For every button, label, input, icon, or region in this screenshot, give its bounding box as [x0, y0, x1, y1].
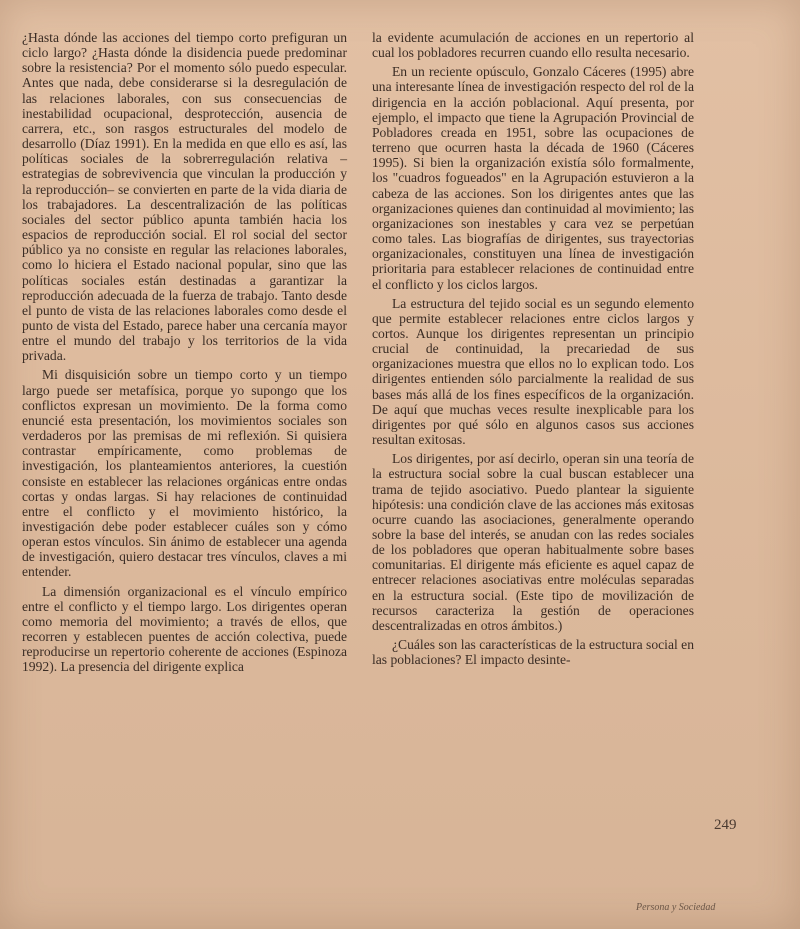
paragraph: En un reciente opúsculo, Gonzalo Cáceres (1995) abre una interesante línea de investigación respecto del rol de la dirigencia en la acción poblacional. Aquí presenta, por ejemplo, el impacto que tiene la Agrupación Provincial de Pobladores creada en 1951, sobre las ocupaciones de terreno que ocurren hasta la década de 1960 (Cáceres 1995). Si bien la organización existía sólo formalmente, los "cuadros fogueados" en la Agrupación estuvieron a la cabeza de las acciones. Son los dirigentes antes que las organizaciones quienes dan continuidad al movimiento; las organizaciones son inestables y cara vez se perpetúan como tales. Las biografías de dirigentes, sus trayectorias organizacionales, constituyen una línea de investigación prioritaria para establecer relaciones de continuidad entre el conflicto y los ciclos largos.	[372, 64, 694, 292]
paragraph: La dimensión organizacional es el vínculo empírico entre el conflicto y el tiempo largo. Los dirigentes operan como memoria del movimiento; a través de ellos, que recorren y establecen puentes de acción colectiva, puede reproducirse un repertorio coherente de acciones (Espinoza 1992). La presencia del dirigente explica	[22, 583, 347, 675]
paragraph: Mi disquisición sobre un tiempo corto y un tiempo largo puede ser metafísica, porque yo supongo que los conflictos expresan un movimiento. De la forma como enuncié esta presentación, los movimientos sociales son verdaderos por las premisas de mi reflexión. Si quisiera contrastar empíricamente, como problemas de investigación, los planteamientos anteriores, la cuestión consiste en establecer las relaciones orgánicas entre ondas cortas y ondas largas. Si hay relaciones de continuidad entre el conflicto y el movimiento histórico, la investigación debe poder establecer cuáles son y cómo operan estos vínculos. Sin ánimo de establecer una agenda de investigación, quiero destacar tres vínculos, claves a mi entender.	[22, 367, 347, 580]
paragraph: la evidente acumulación de acciones en un repertorio al cual los pobladores recurren cuando ello resulta necesario.	[372, 30, 694, 61]
paragraph: La estructura del tejido social es un segundo elemento que permite establecer relaciones entre ciclos largos y cortos. Aunque los dirigentes representan un principio crucial de continuidad, la precariedad de sus organizaciones muestra que ellos no lo explican todo. Los dirigentes entienden sólo parcialmente la realidad de sus bases más allá de los fines específicos de la organización. De aquí que muchas veces resulte inexplicable para los dirigentes por qué sólo en algunos casos sus acciones resultan exitosas.	[372, 295, 694, 448]
paragraph: ¿Cuáles son las características de la estructura social en las poblaciones? El impacto desinte-	[372, 637, 694, 668]
page-number: 249	[714, 817, 737, 833]
paragraph: ¿Hasta dónde las acciones del tiempo corto prefiguran un ciclo largo? ¿Hasta dónde la disidencia puede predominar sobre la resistencia? Por el momento sólo puedo especular. Antes que nada, debe considerarse si la desregulación de las relaciones laborales, con sus consecuencias de inestabilidad ocupacional, desprotección, ausencia de carrera, etc., son rasgos estructurales del modelo de desarrollo (Díaz 1991). En la medida en que ello es así, las políticas sociales de la sobrerregulación relativa –estrategias de sobrevivencia que vinculan la producción y la reproducción– se convierten en parte de la vida diaria de los trabajadores. La descentralización de las políticas sociales del sector público apunta también hacia los espacios de reproducción social. El rol social del sector público ya no consiste en regular las relaciones laborales, como lo hiciera el Estado nacional popular, sino que las políticas sociales están destinadas a garantizar la reproducción adecuada de la fuerza de trabajo. Tanto desde el punto de vista de las relaciones laborales como desde el punto de vista del Estado, parece haber una cercanía mayor entre el mundo del trabajo y los territorios de la vida privada.	[22, 30, 347, 364]
paragraph: Los dirigentes, por así decirlo, operan sin una teoría de la estructura social sobre la cual buscan establecer una trama de tejido asociativo. Puedo plantear la siguiente hipótesis: una condición clave de las acciones más exitosas ocurre cuando las asociaciones, generalmente operando sobre la base del interés, se anudan con las redes sociales de los pobladores que operan habitualmente sobre bases comunitarias. El dirigente más eficiente es aquel capaz de entrecer relaciones asociativas entre moléculas separadas en la estructura social. (Este tipo de movilización de recursos caracteriza la gestión de operaciones descentralizadas en otros ámbitos.)	[372, 451, 694, 633]
left-column	[22, 30, 347, 675]
right-column	[372, 30, 694, 667]
running-footer: Persona y Sociedad	[636, 902, 716, 913]
